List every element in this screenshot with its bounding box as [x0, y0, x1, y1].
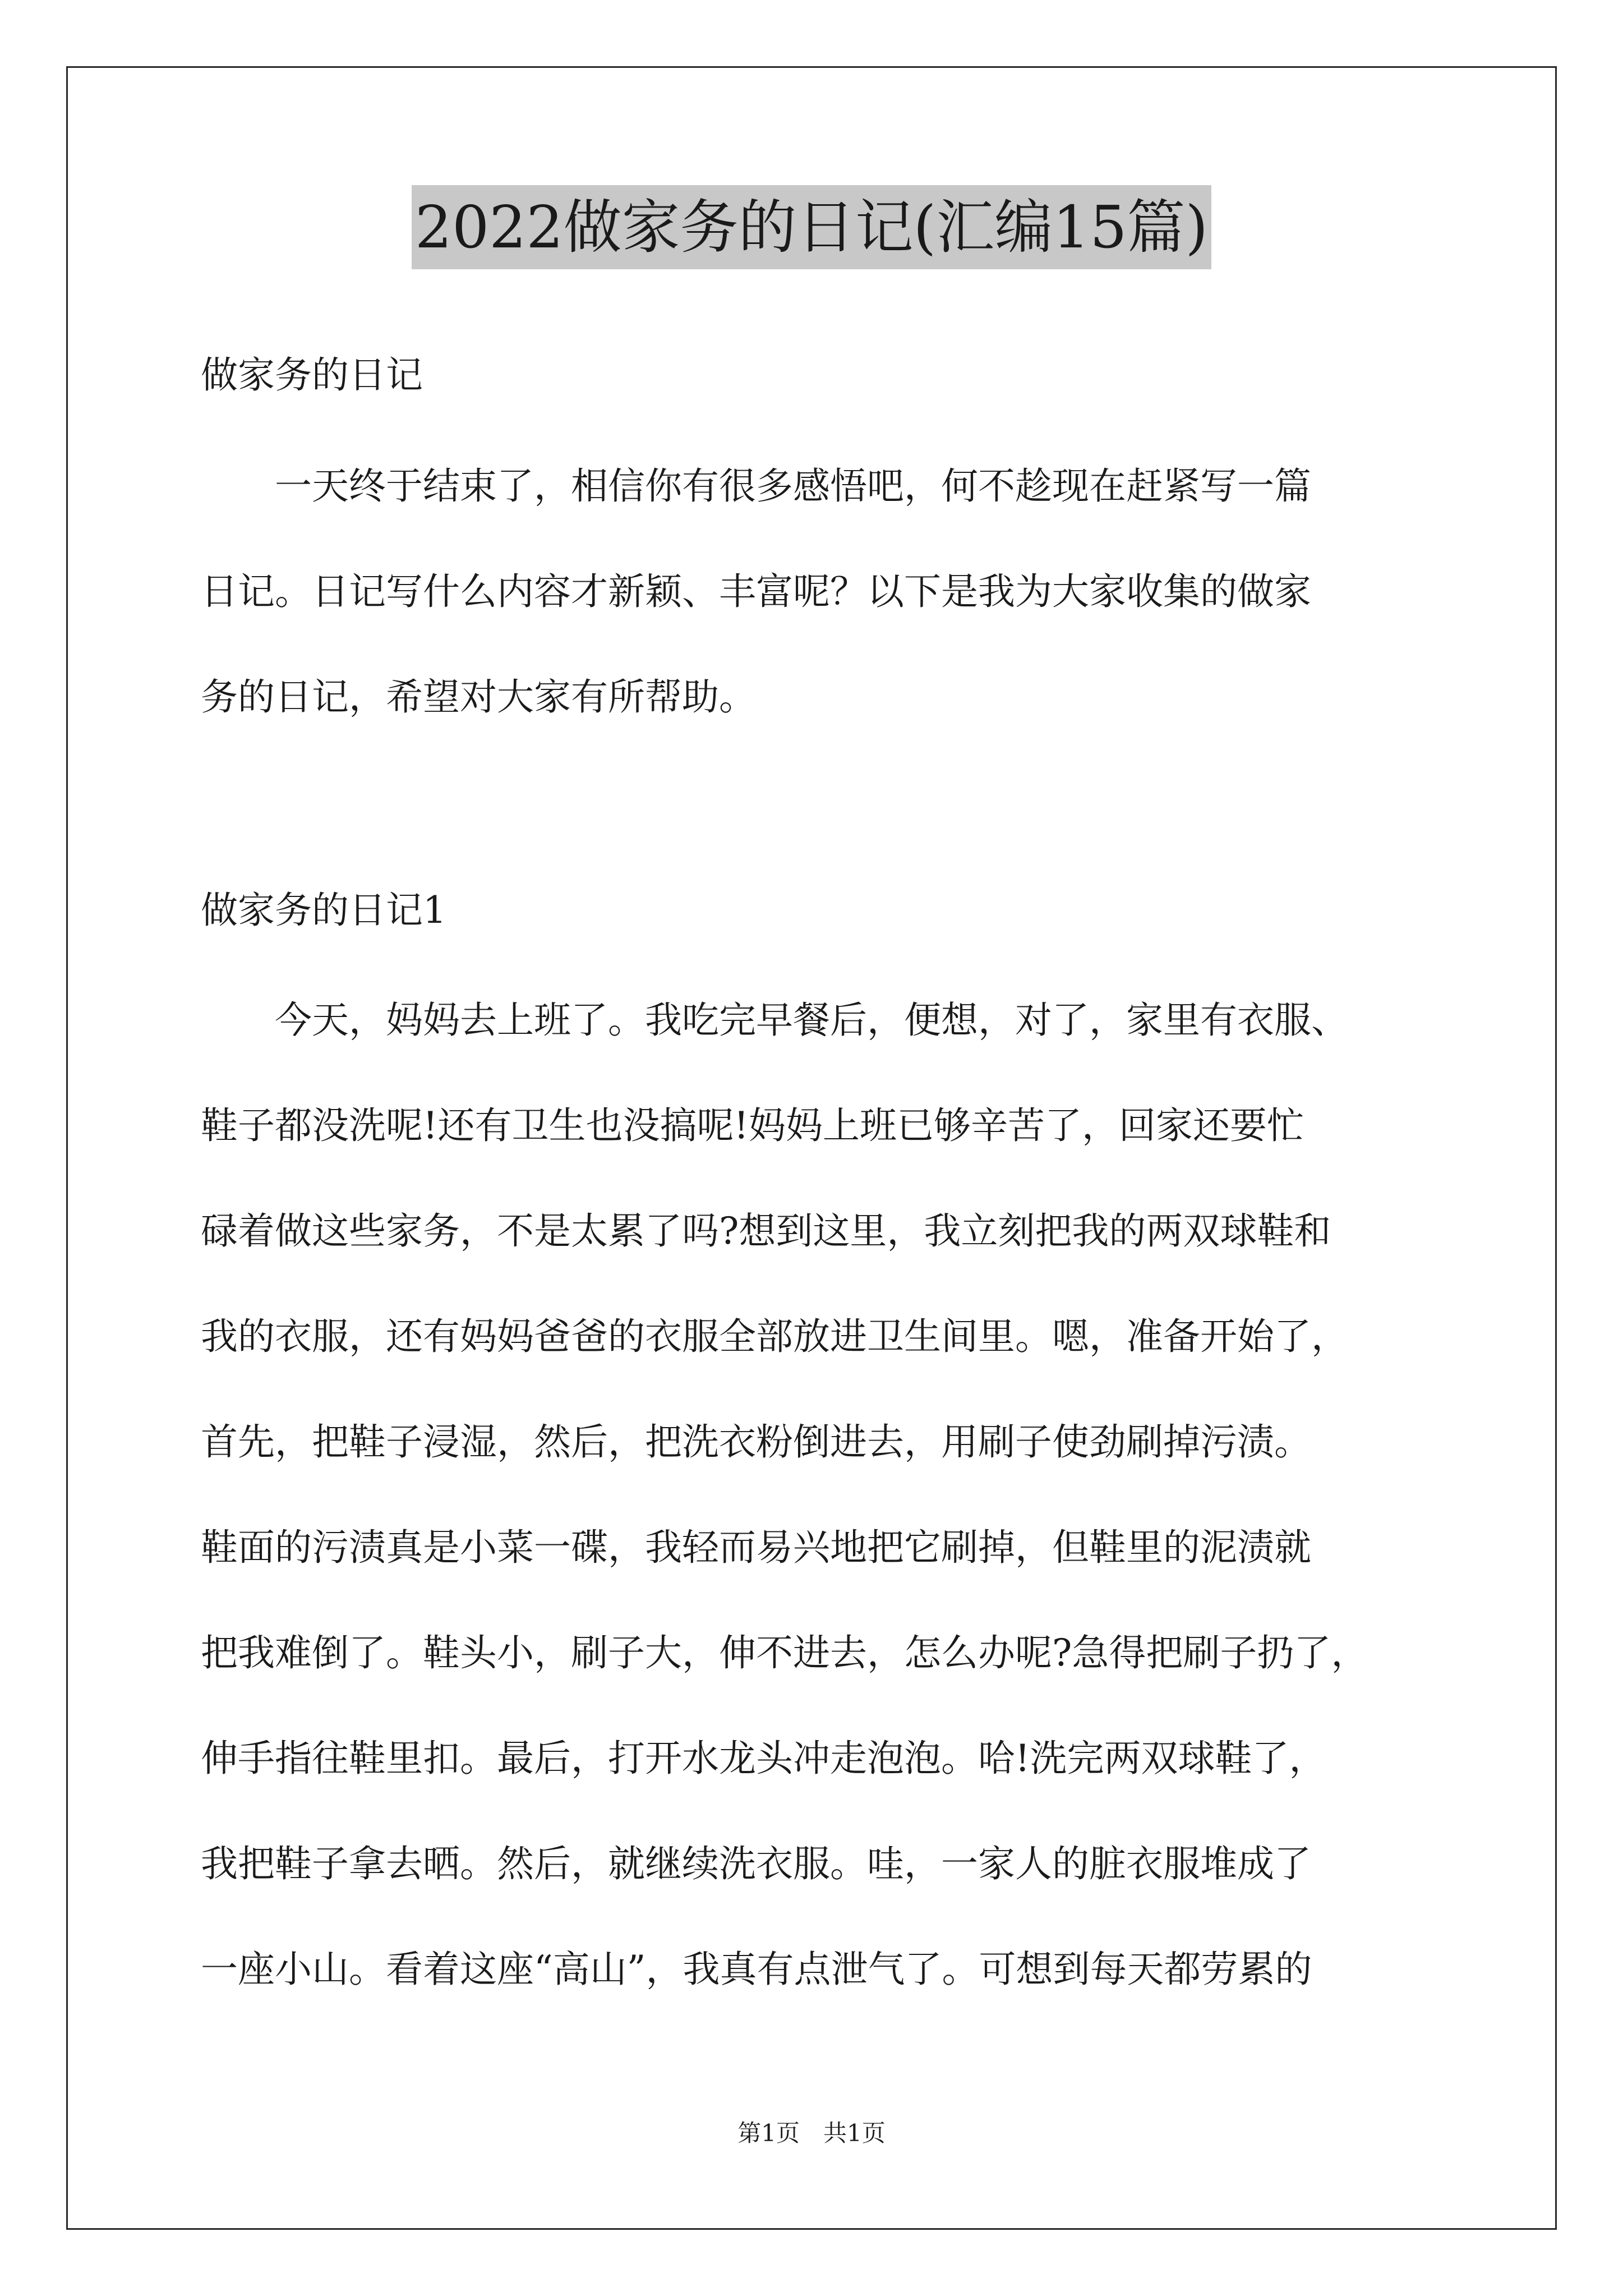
body-line-10: 一座小山。看着这座“高山”，我真有点泄气了。可想到每天都劳累的: [201, 1948, 1312, 1991]
section-heading-1: 做家务的日记1: [201, 889, 446, 932]
body-line-4: 我的衣服，还有妈妈爸爸的衣服全部放进卫生间里。嗯，准备开始了，: [201, 1315, 1348, 1358]
body-line-6: 鞋面的污渍真是小菜一碟，我轻而易兴地把它刷掉，但鞋里的泥渍就: [201, 1526, 1311, 1569]
section-heading-main: 做家务的日记: [201, 353, 423, 397]
document-title: 2022做家务的日记(汇编15篇): [412, 185, 1211, 269]
intro-line-3: 务的日记，希望对大家有所帮助。: [201, 675, 756, 719]
body-line-7: 把我难倒了。鞋头小，刷子大，伸不进去，怎么办呢?急得把刷子扔了，: [201, 1631, 1368, 1674]
body-line-9: 我把鞋子拿去晒。然后，就继续洗衣服。哇，一家人的脏衣服堆成了: [201, 1842, 1311, 1885]
body-line-2: 鞋子都没洗呢!还有卫生也没搞呢!妈妈上班已够辛苦了，回家还要忙: [201, 1104, 1304, 1147]
body-line-1: 今天，妈妈去上班了。我吃完早餐后，便想，对了，家里有衣服、: [275, 999, 1348, 1042]
body-line-5: 首先，把鞋子浸湿，然后，把洗衣粉倒进去，用刷子使劲刷掉污渍。: [201, 1420, 1311, 1464]
intro-line-2: 日记。日记写什么内容才新颖、丰富呢？以下是我为大家收集的做家: [201, 570, 1311, 613]
intro-line-1: 一天终于结束了，相信你有很多感悟吧，何不趁现在赶紧写一篇: [275, 464, 1311, 508]
page-footer: 第1页 共1页: [737, 2119, 886, 2147]
body-line-8: 伸手指往鞋里扣。最后，打开水龙头冲走泡泡。哈!洗完两双球鞋了，: [201, 1737, 1326, 1780]
title-container: [0, 185, 1623, 269]
body-line-3: 碌着做这些家务，不是太累了吗?想到这里，我立刻把我的两双球鞋和: [201, 1209, 1331, 1253]
